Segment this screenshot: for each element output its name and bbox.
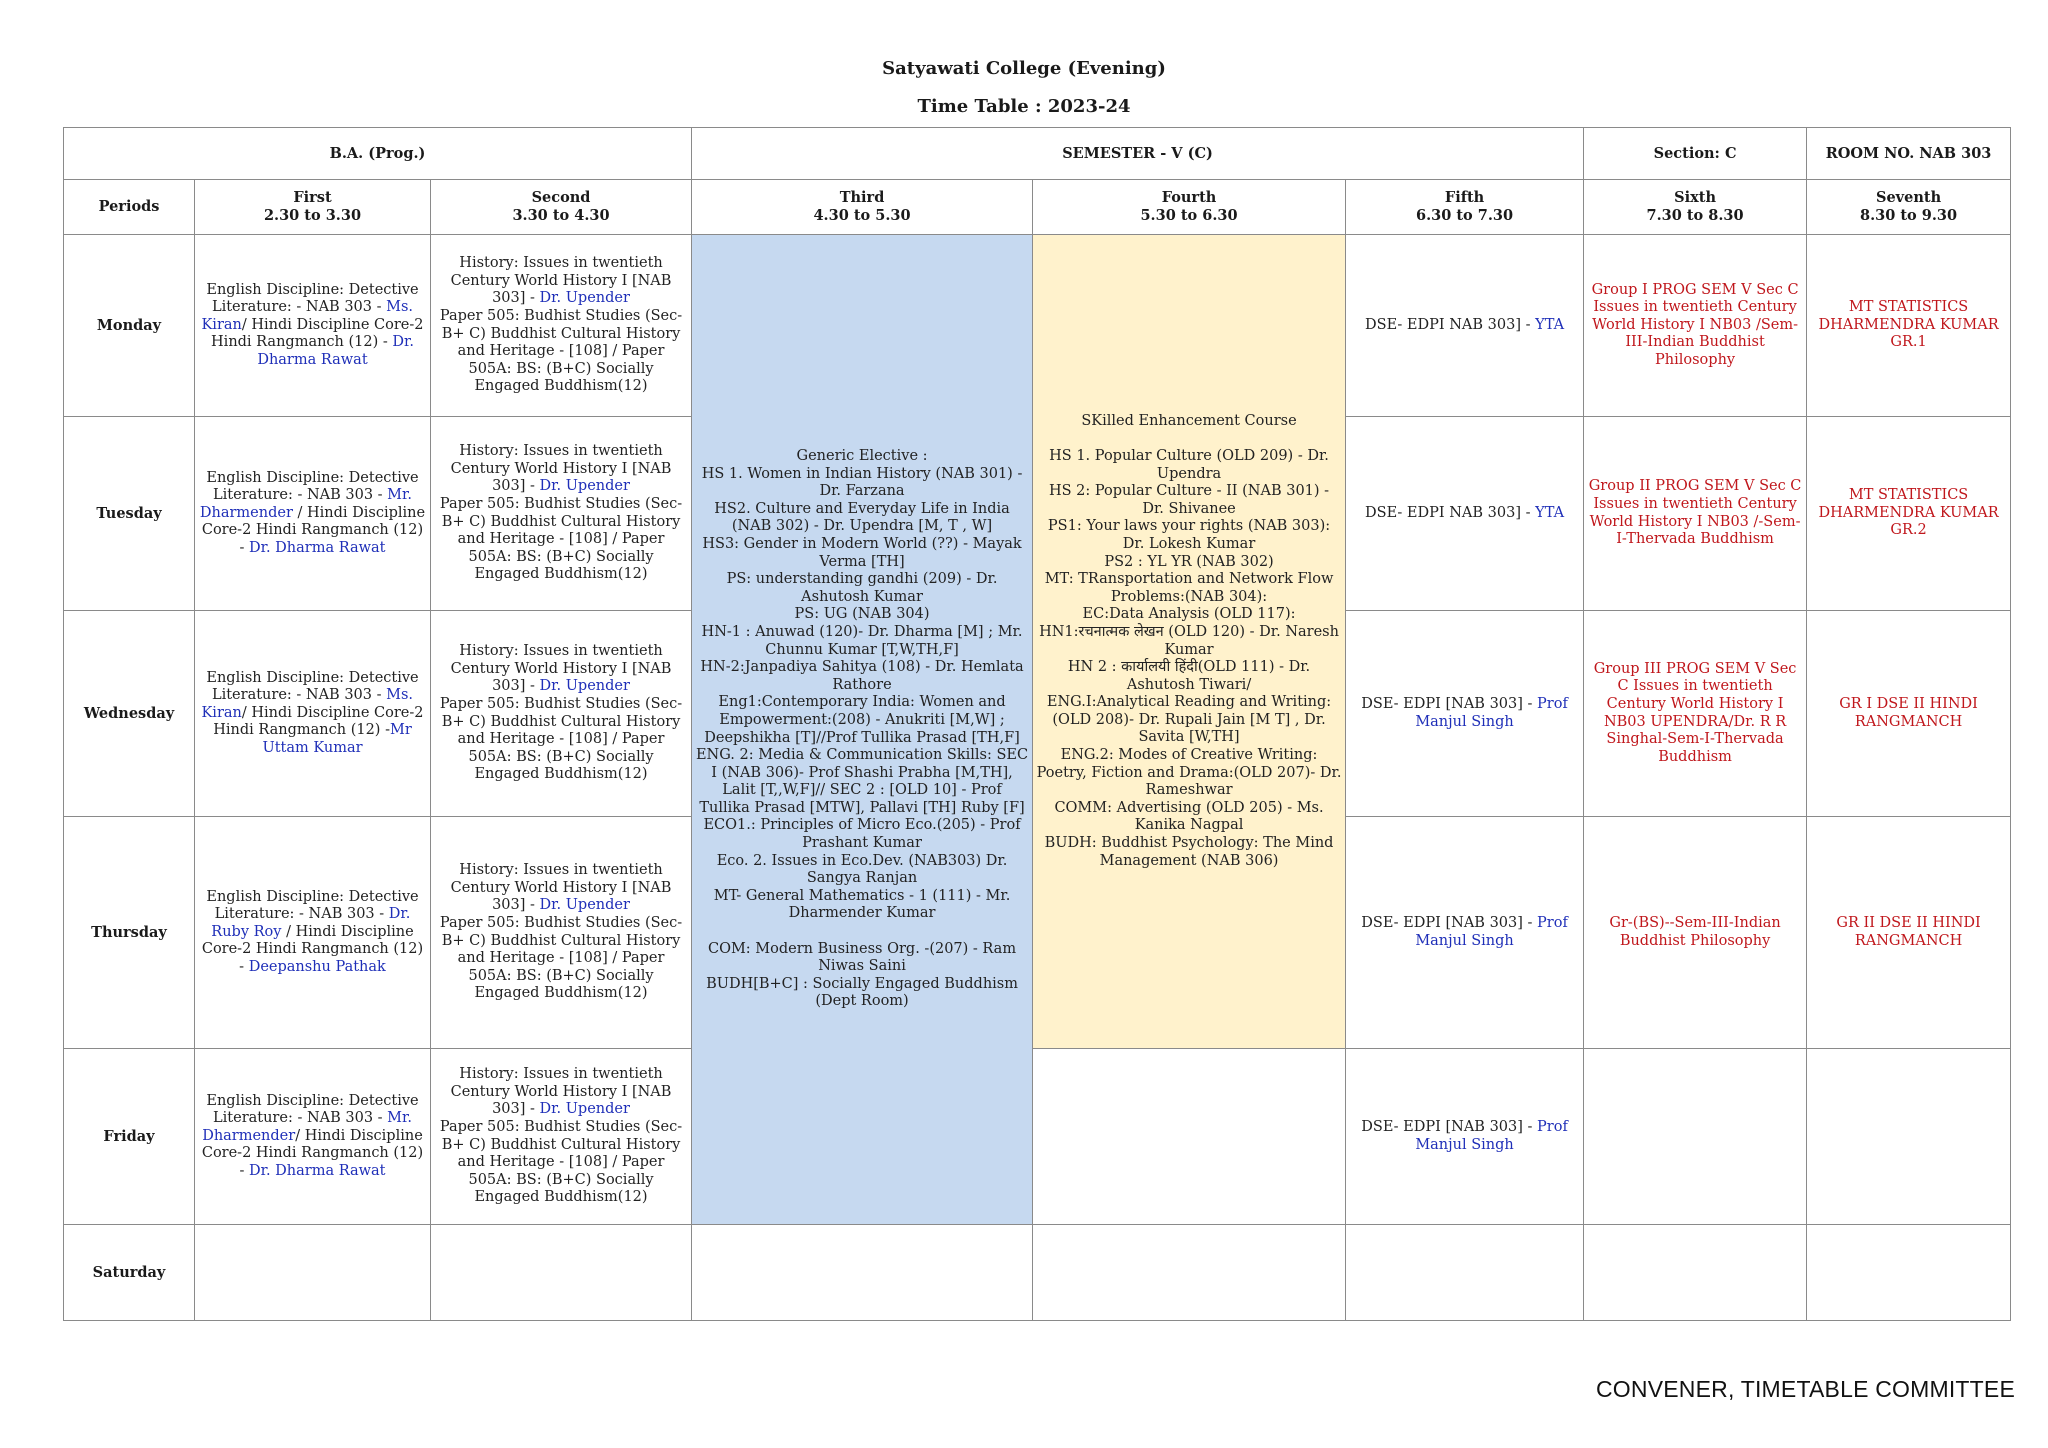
college-title: Satyawati College (Evening): [882, 58, 1166, 79]
ge-line: ENG. 2: Media & Communication Skills: SEC I (NAB 306)- Prof Shashi Prabha [M,TH], Lalit [T,,W,F]// SEC 2 : [OLD 10] - Prof Tullika Prasad [MTW], Pallavi [TH] Ruby [F]: [695, 747, 1029, 816]
cell-saturday-third: [692, 1225, 1033, 1321]
teacher-name: Dr. Dharma Rawat: [249, 539, 386, 556]
cell-friday-first: [195, 1049, 431, 1225]
teacher-name: Dr. Upender: [539, 290, 630, 307]
cell-saturday-seventh: [1807, 1225, 2011, 1321]
sec-line: ENG.2: Modes of Creative Writing: Poetry, Fiction and Drama:(OLD 207)- Dr. Rameshwar: [1036, 747, 1342, 799]
period-name: Seventh: [1875, 189, 1942, 207]
sec-line: PS1: Your laws your rights (NAB 303): Dr. Lokesh Kumar: [1047, 518, 1331, 552]
teacher-name: Dr. Upender: [539, 1101, 630, 1118]
cell-saturday-first: [195, 1225, 431, 1321]
teacher-name: Dr. Upender: [539, 678, 630, 695]
course-text: / Hindi Discipline Core-2 Hindi Rangmanch (12) -: [201, 923, 424, 975]
teacher-name: Prof Manjul Singh: [1415, 1118, 1568, 1153]
period-header-second: [431, 180, 692, 235]
period-name: Third: [839, 189, 885, 207]
sec-line: PS2 : YL YR (NAB 302): [1104, 553, 1274, 570]
period-header-sixth: [1584, 180, 1807, 235]
course-text: Paper 505: Budhist Studies (Sec-B+ C) Buddhist Cultural History and Heritage - [108] / Paper 505A: BS: (B+C) Socially Engaged Buddhism(12): [439, 1118, 683, 1206]
cell-wednesday-fifth: [1346, 611, 1584, 817]
generic-elective-cell: [692, 235, 1033, 1225]
sec-line: HS 2: Popular Culture - II (NAB 301) - Dr. Shivanee: [1048, 483, 1330, 517]
cell-wednesday-first: [195, 611, 431, 817]
teacher-name: YTA: [1535, 504, 1565, 521]
ge-line: Eco. 2. Issues in Eco.Dev. (NAB303) Dr. Sangya Ranjan: [716, 852, 1008, 887]
day-label-wednesday: Wednesday: [64, 611, 195, 817]
course-text: History: Issues in twentieth Century World History I [NAB 303] -: [450, 1066, 672, 1118]
cell-saturday-fifth: [1346, 1225, 1584, 1321]
course-text: English Discipline: Detective Literature: - NAB 303 -: [206, 281, 419, 316]
cell-friday-fifth: [1346, 1049, 1584, 1225]
ge-line: MT- General Mathematics - 1 (111) - Mr. Dharmender Kumar: [713, 887, 1011, 922]
period-time: 3.30 to 4.30: [512, 207, 610, 224]
teacher-name: Prof Manjul Singh: [1415, 695, 1568, 730]
ge-line: PS: understanding gandhi (209) - Dr. Ashutosh Kumar: [726, 571, 998, 605]
course-text: Paper 505: Budhist Studies (Sec-B+ C) Buddhist Cultural History and Heritage - [108] / Paper 505A: BS: (B+C) Socially Engaged Buddhism(12): [439, 307, 683, 395]
period-time: 7.30 to 8.30: [1646, 207, 1744, 224]
cell-tuesday-first: [195, 417, 431, 611]
cell-monday-first: [195, 235, 431, 417]
cell-monday-fifth: [1346, 235, 1584, 417]
timetable: [63, 127, 2011, 1321]
period-name: Sixth: [1674, 189, 1716, 207]
teacher-name: Mr. Dharmender: [199, 487, 412, 521]
course-text: DSE- EDPI NAB 303] -: [1365, 504, 1536, 521]
cell-thursday-fifth: [1346, 817, 1584, 1049]
cell-friday-fourth: [1033, 1049, 1346, 1225]
row-friday: [64, 1049, 2011, 1225]
program-cell: B.A. (Prog.): [64, 128, 692, 180]
teacher-name: YTA: [1535, 316, 1565, 333]
cell-friday-second: [431, 1049, 692, 1225]
sec-line: HS 1. Popular Culture (OLD 209) - Dr. Upendra: [1049, 447, 1329, 482]
ge-line: PS: UG (NAB 304): [794, 606, 930, 623]
cell-monday-seventh: MT STATISTICS DHARMENDRA KUMAR GR.1: [1807, 235, 2011, 417]
teacher-name: Mr. Dharmender: [202, 1110, 412, 1144]
period-time: 2.30 to 3.30: [263, 207, 362, 224]
course-text: DSE- EDPI [NAB 303] -: [1361, 1118, 1538, 1135]
ge-line: HN-1 : Anuwad (120)- Dr. Dharma [M] ; Mr. Chunnu Kumar [T,W,TH,F]: [701, 623, 1023, 658]
cell-thursday-second: [431, 817, 692, 1049]
period-header-first: [195, 180, 431, 235]
course-text: History: Issues in twentieth Century World History I [NAB 303] -: [450, 443, 672, 495]
cell-friday-seventh: [1807, 1049, 2011, 1225]
day-label-friday: Friday: [64, 1049, 195, 1225]
cell-tuesday-seventh: MT STATISTICS DHARMENDRA KUMAR GR.2: [1807, 417, 2011, 611]
cell-tuesday-sixth: Group II PROG SEM V Sec C Issues in twentieth Century World History I NB03 /-Sem-I-Thervada Buddhism: [1584, 417, 1807, 611]
period-name: Fourth: [1161, 189, 1217, 207]
semester-cell: SEMESTER - V (C): [692, 128, 1584, 180]
teacher-name: Dr. Dharma Rawat: [249, 1162, 386, 1179]
cell-friday-sixth: [1584, 1049, 1807, 1225]
ge-line: BUDH[B+C] : Socially Engaged Buddhism (Dept Room): [706, 975, 1018, 1010]
period-time: 5.30 to 6.30: [1140, 207, 1238, 224]
ge-line: Generic Elective :: [796, 448, 928, 464]
teacher-name: Prof Manjul Singh: [1415, 914, 1568, 949]
course-text: History: Issues in twentieth Century World History I [NAB 303] -: [450, 862, 672, 914]
teacher-name: Mr Uttam Kumar: [262, 722, 412, 756]
teacher-name: Dr. Ruby Roy: [211, 906, 411, 940]
period-time: 6.30 to 7.30: [1415, 207, 1514, 224]
period-header-fourth: [1033, 180, 1346, 235]
cell-monday-second: [431, 235, 692, 417]
course-text: History: Issues in twentieth Century World History I [NAB 303] -: [450, 643, 672, 695]
periods-label: Periods: [64, 180, 195, 235]
period-name: First: [293, 189, 332, 207]
teacher-name: Dr. Upender: [539, 478, 630, 495]
cell-wednesday-seventh: GR I DSE II HINDI RANGMANCH: [1807, 611, 2011, 817]
day-label-monday: Monday: [64, 235, 195, 417]
course-text: / Hindi Discipline Core-2 Hindi Rangmanch (12) -: [201, 504, 426, 556]
period-header-fifth: [1346, 180, 1584, 235]
period-name: Second: [531, 189, 591, 207]
cell-tuesday-fifth: [1346, 417, 1584, 611]
cell-wednesday-sixth: Group III PROG SEM V Sec C Issues in twentieth Century World History I NB03 UPENDRA/Dr. R R Singhal-Sem-I-Thervada Buddhism: [1584, 611, 1807, 817]
course-text: DSE- EDPI [NAB 303] -: [1361, 695, 1538, 712]
sec-line: EC:Data Analysis (OLD 117):: [1082, 606, 1296, 623]
period-header-seventh: [1807, 180, 2011, 235]
course-text: Paper 505: Budhist Studies (Sec-B+ C) Buddhist Cultural History and Heritage - [108] / Paper 505A: BS: (B+C) Socially Engaged Buddhism(12): [439, 914, 683, 1002]
row-saturday: [64, 1225, 2011, 1321]
cell-thursday-sixth: Gr-(BS)--Sem-III-Indian Buddhist Philosophy: [1584, 817, 1807, 1049]
ge-line: ECO1.: Principles of Micro Eco.(205) - Prof Prashant Kumar: [703, 817, 1021, 852]
course-text: English Discipline: Detective Literature: - NAB 303 -: [206, 669, 419, 704]
day-label-tuesday: Tuesday: [64, 417, 195, 611]
sec-line: ENG.I:Analytical Reading and Writing:(OLD 208)- Dr. Rupali Jain [M T] , Dr. Savita [W,TH]: [1046, 694, 1332, 746]
section-cell: Section: C: [1584, 128, 1807, 180]
cell-monday-sixth: Group I PROG SEM V Sec C Issues in twentieth Century World History I NB03 /Sem-III-Indian Buddhist Philosophy: [1584, 235, 1807, 417]
cell-thursday-first: [195, 817, 431, 1049]
cell-tuesday-second: [431, 417, 692, 611]
sec-line: SKilled Enhancement Course: [1081, 412, 1297, 429]
ge-line: HN-2:Janpadiya Sahitya (108) - Dr. Hemlata Rathore: [700, 659, 1024, 693]
sec-line: HN 2 : कार्यालयी हिंदी(OLD 111) - Dr. Ashutosh Tiwari/: [1067, 659, 1311, 693]
sec-line: MT: TRansportation and Network Flow Problems:(NAB 304):: [1044, 571, 1334, 605]
course-text: Paper 505: Budhist Studies (Sec-B+ C) Buddhist Cultural History and Heritage - [108] / Paper 505A: BS: (B+C) Socially Engaged Buddhism(12): [439, 495, 683, 583]
cell-saturday-second: [431, 1225, 692, 1321]
ge-line: HS3: Gender in Modern World (??) - Mayak Verma [TH]: [702, 535, 1022, 570]
sec-line: COMM: Advertising (OLD 205) - Ms. Kanika Nagpal: [1054, 799, 1324, 834]
course-text: / Hindi Discipline Core-2 Hindi Rangmanch (12) -: [211, 316, 424, 351]
day-label-thursday: Thursday: [64, 817, 195, 1049]
course-text: DSE- EDPI NAB 303] -: [1365, 316, 1536, 333]
room-cell: ROOM NO. NAB 303: [1807, 128, 2011, 180]
course-text: DSE- EDPI [NAB 303] -: [1361, 914, 1538, 931]
periods-header-row: [64, 180, 2011, 235]
course-text: English Discipline: Detective Literature: - NAB 303 -: [206, 888, 419, 923]
teacher-name: Ms. Kiran: [201, 299, 414, 333]
ge-line: COM: Modern Business Org. -(207) - Ram Niwas Saini: [707, 940, 1017, 975]
cell-wednesday-second: [431, 611, 692, 817]
teacher-name: Dr. Dharma Rawat: [257, 334, 414, 368]
course-text: / Hindi Discipline Core-2 Hindi Rangmanch (12) -: [201, 1127, 424, 1179]
ge-line: HS 1. Women in Indian History (NAB 301) - Dr. Farzana: [701, 465, 1023, 500]
convener-signature-label: CONVENER, TIMETABLE COMMITTEE: [1596, 1376, 2015, 1402]
sec-line: HN1:रचनात्मक लेखन (OLD 120) - Dr. Naresh Kumar: [1039, 623, 1339, 658]
course-text: Paper 505: Budhist Studies (Sec-B+ C) Buddhist Cultural History and Heritage - [108] / Paper 505A: BS: (B+C) Socially Engaged Buddhism(12): [439, 695, 683, 783]
course-text: / Hindi Discipline Core-2 Hindi Rangmanch (12) -: [213, 704, 424, 739]
period-header-third: [692, 180, 1033, 235]
cell-thursday-seventh: GR II DSE II HINDI RANGMANCH: [1807, 817, 2011, 1049]
ge-line: Eng1:Contemporary India: Women and Empowerment:(208) - Anukriti [M,W] ; Deepshikha [T]//Prof Tullika Prasad [TH,F]: [704, 694, 1020, 746]
teacher-name: Deepanshu Pathak: [248, 958, 386, 975]
period-time: 4.30 to 5.30: [813, 207, 911, 224]
course-text: English Discipline: Detective Literature: - NAB 303 -: [206, 469, 419, 504]
cell-saturday-sixth: [1584, 1225, 1807, 1321]
period-name: Fifth: [1444, 189, 1485, 207]
ge-line: HS2. Culture and Everyday Life in India (NAB 302) - Dr. Upendra [M, T , W]: [714, 500, 1010, 535]
row-monday: [64, 235, 2011, 417]
course-text: English Discipline: Detective Literature: - NAB 303 -: [206, 1092, 419, 1127]
skill-enhancement-cell: [1033, 235, 1346, 1049]
teacher-name: Ms. Kiran: [201, 687, 414, 721]
session-title: Time Table : 2023-24: [917, 96, 1131, 117]
cell-saturday-fourth: [1033, 1225, 1346, 1321]
course-text: History: Issues in twentieth Century World History I [NAB 303] -: [450, 255, 672, 307]
teacher-name: Dr. Upender: [539, 897, 630, 914]
info-row: [64, 128, 2011, 180]
sec-line: BUDH: Buddhist Psychology: The Mind Management (NAB 306): [1044, 835, 1334, 869]
period-time: 8.30 to 9.30: [1860, 207, 1958, 224]
day-label-saturday: Saturday: [64, 1225, 195, 1321]
